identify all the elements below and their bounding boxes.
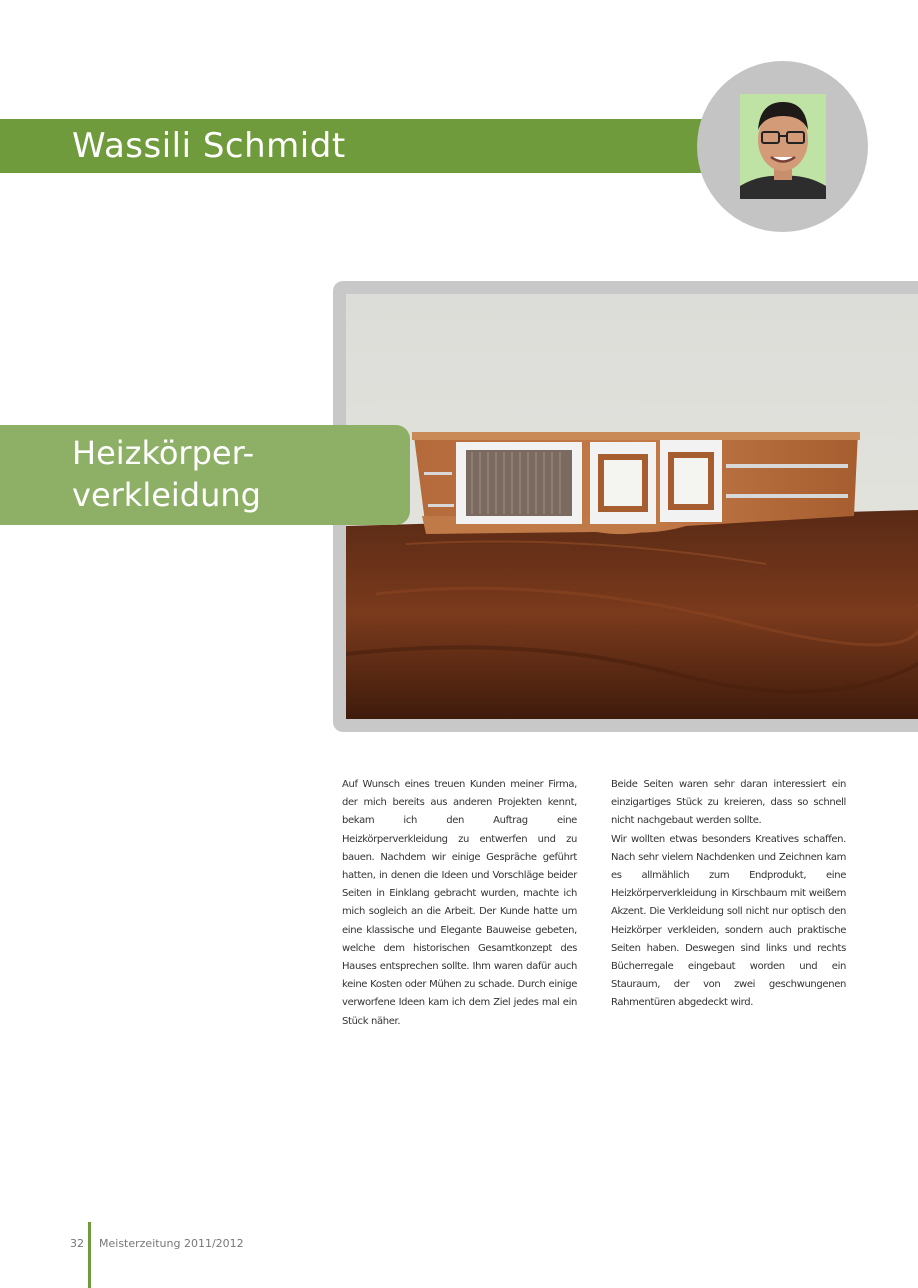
article-title-line1: Heizkörper- xyxy=(72,434,255,472)
text-column-1 xyxy=(342,776,577,1031)
column2-paragraph-1: Beide Seiten waren sehr daran interessiert ein einzigartiges Stück zu kreieren, dass so schnell nicht nachgebaut werden sollte. xyxy=(611,779,846,827)
radiator-cover-photo xyxy=(346,294,918,719)
footer-divider xyxy=(88,1222,91,1288)
column2-paragraph-2: Wir wollten etwas besonders Kreatives schaffen. Nach sehr vielem Nachdenken und Zeichnen kam es allmählich zum Endprodukt, eine Heizkörperverkleidung in Kirschbaum mit weißem Akzent. Die Verkleidung soll nicht nur optisch den Heizkörper verkleiden, sondern auch praktische Seiten haben. Deswegen sind links und rechts Bücherregale eingebaut worden und ein Stauraum, der von zwei geschwungenen Rahmentüren abgedeckt wird. xyxy=(611,833,846,1009)
article-title xyxy=(72,432,261,516)
author-name: Wassili Schmidt xyxy=(72,126,346,166)
author-portrait xyxy=(740,94,826,199)
magazine-name: Meisterzeitung 2011/2012 xyxy=(99,1237,244,1250)
page-number: 32 xyxy=(70,1237,84,1250)
text-column-2 xyxy=(611,776,846,1013)
column1-paragraph: Auf Wunsch eines treuen Kunden meiner Firma, der mich bereits aus anderen Projekten kennt, bekam ich den Auftrag eine Heizkörperverkleidung zu entwerfen und zu bauen. Nachdem wir einige Gespräche geführt hatten, in denen die Ideen und Vorschläge beider Seiten in Einklang gebracht wurden, machte ich mich sogleich an die Arbeit. Der Kunde hatte um eine klassische und Elegante Bauweise gebeten, welche dem historischen Gesamtkonzept des Hauses entsprechen sollte. Ihm waren dafür auch keine Kosten oder Mühen zu schade. Durch einige verworfene Ideen kam ich dem Ziel jedes mal ein Stück näher. xyxy=(342,779,577,1027)
article-title-line2: verkleidung xyxy=(72,476,261,514)
